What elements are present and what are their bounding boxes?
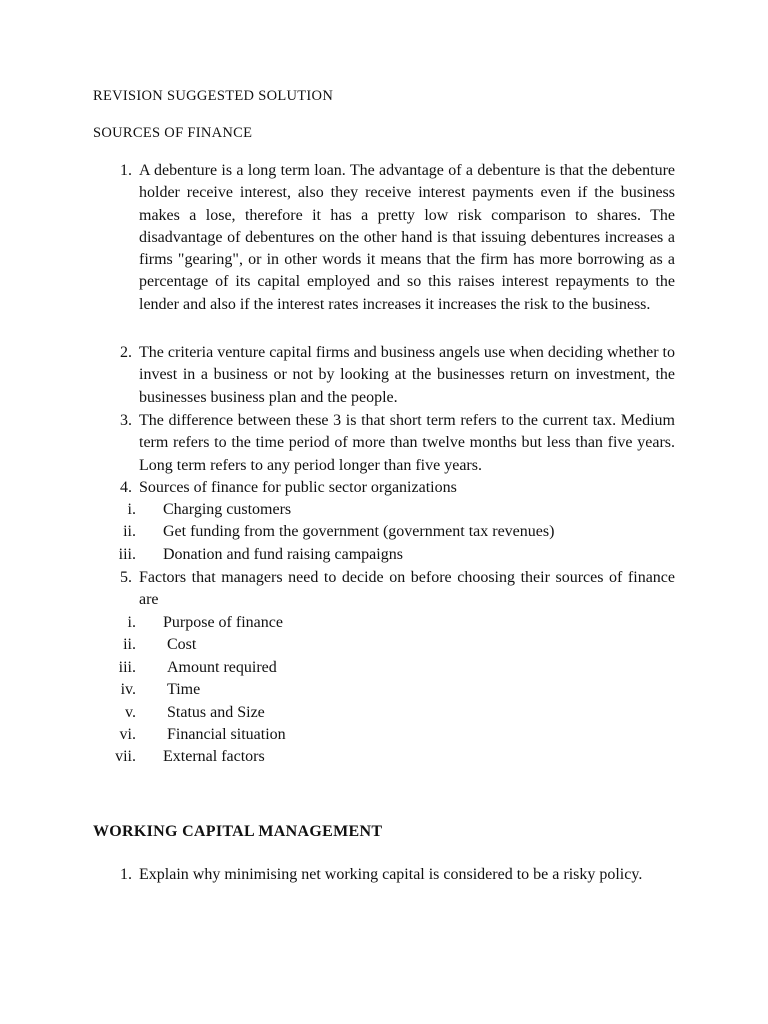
list-marker: 5.	[120, 569, 132, 586]
list-item	[0, 160, 675, 316]
document-title: REVISION SUGGESTED SOLUTION	[93, 88, 334, 104]
list-item	[0, 567, 675, 612]
sub-list-item-text: Financial situation	[167, 726, 286, 743]
sub-list-marker: vi.	[119, 726, 136, 743]
list-marker: 1.	[120, 162, 132, 179]
sub-list-marker: vii.	[115, 748, 136, 765]
sub-list-marker: v.	[125, 704, 136, 721]
section-heading-sources-of-finance: SOURCES OF FINANCE	[93, 125, 253, 141]
list-item-text: A debenture is a long term loan. The advantage of a debenture is that the debenture holder receive interest, also they receive interest payments even if the business makes a lose, therefore it has a pretty low risk comparison to shares. The disadvantage of debentures on the other hand is that issuing debentures increases a firms "gearing", or in other words it means that the firm has more borrowing as a percentage of its capital employed and so this raises interest repayments to the lender and also if the interest rates increases it increases the risk to the business.	[139, 162, 675, 313]
sub-list-marker: iii.	[118, 546, 136, 563]
list-marker: 3.	[120, 412, 132, 429]
list-item	[0, 410, 675, 477]
sub-list-item-text: Amount required	[167, 659, 277, 676]
sub-list-marker: i.	[127, 501, 136, 518]
sub-list-marker: iv.	[120, 681, 136, 698]
sub-list-item-text: Cost	[167, 636, 197, 653]
list-marker: 1.	[120, 866, 132, 883]
sub-list-item-text: Status and Size	[167, 704, 265, 721]
list-marker: 2.	[120, 344, 132, 361]
sub-list-marker: i.	[127, 614, 136, 631]
list-item-text: The difference between these 3 is that short term refers to the current tax. Medium term refers to the time period of more than twelve months but less than five years. Long term refers to any period longer than five years.	[139, 412, 675, 474]
list-marker: 4.	[120, 479, 132, 496]
list-item-text: Sources of finance for public sector organizations	[139, 479, 457, 496]
sub-list-item-text: External factors	[163, 748, 265, 765]
sub-list-item-text: Purpose of finance	[163, 614, 283, 631]
sub-list-item-text: Get funding from the government (government tax revenues)	[163, 523, 555, 540]
list-item-text: Factors that managers need to decide on before choosing their sources of finance are	[139, 569, 675, 609]
section-heading-working-capital-management: WORKING CAPITAL MANAGEMENT	[93, 823, 383, 840]
sub-list-item-text: Donation and fund raising campaigns	[163, 546, 403, 563]
list-item-text: The criteria venture capital firms and business angels use when deciding whether to invest in a business or not by looking at the businesses return on investment, the businesses business plan and the people.	[139, 344, 675, 406]
sub-list-item-text: Time	[167, 681, 201, 698]
list-item	[0, 864, 675, 886]
sub-list-marker: ii.	[123, 636, 136, 653]
sub-list-marker: ii.	[123, 523, 136, 540]
list-item	[0, 477, 675, 499]
list-item-text: Explain why minimising net working capital is considered to be a risky policy.	[139, 866, 643, 883]
list-item	[0, 342, 675, 409]
sub-list-marker: iii.	[118, 659, 136, 676]
sub-list-item-text: Charging customers	[163, 501, 292, 518]
